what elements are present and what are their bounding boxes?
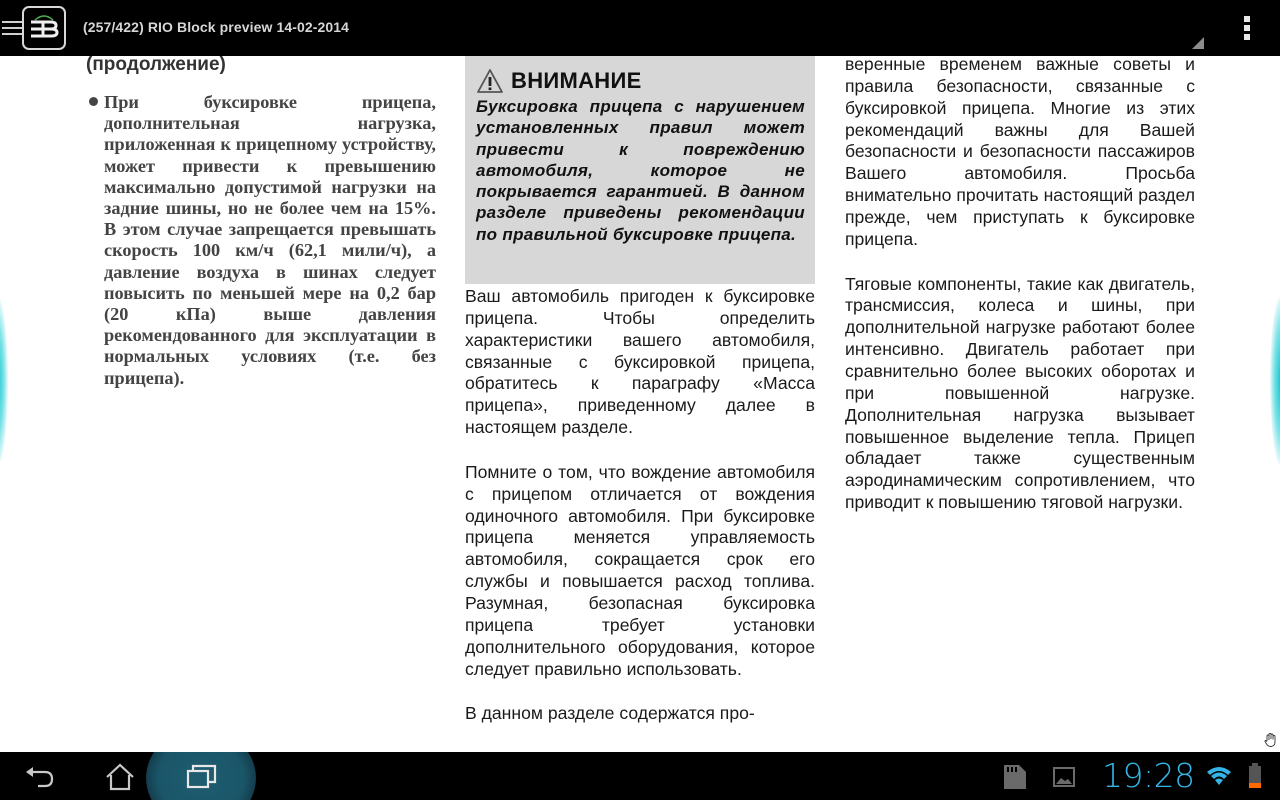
bullet-text: При буксировке прицепа, дополнительная нагрузка, приложенная к прицепному устройству, может привести к превышению максимально допустимой нагрузки на задние шины, но не более чем на 15%. В этом случае запрещается превышать скорость 100 км/ч (62,1 мили/ч), а давление воздуха в шинах следует повысить по меньшей мере на 0,2 бар (20 кПа) выше давления рекомендованного для эксплуатации в нормальных условиях (т.е. без прицепа).: [104, 92, 436, 388]
paragraph: веренные временем важные советы и правила безопасности, связанные с буксировкой прицепа. Многие из этих рекомендаций важны для Вашей безопасности и безопасности пассажиров Вашего автомобиля. Просьба внимательно прочитать настоящий раздел прежде, чем приступать к буксировке прицепа.: [845, 56, 1195, 249]
paragraph: В данном разделе содержатся про-: [465, 703, 755, 724]
column-middle: [465, 286, 815, 725]
system-bar: [0, 752, 1280, 800]
sd-card-icon: [1003, 764, 1027, 790]
pan-hand-icon: [1264, 732, 1278, 748]
paragraph: Тяговые компоненты, такие как двигатель, трансмиссия, колеса и шины, при дополнительной нагрузке работают более интенсивно. Двигатель работает при сравнительно более высоких оборотах и при повышенной нагрузке. Дополнительная нагрузка вызывает повышенное выделение тепла. Прицеп обладает также существенным аэродинамическим сопротивлением, что приводит к повышению тяговой нагрузки.: [845, 273, 1195, 513]
warning-title: ВНИМАНИЕ: [511, 68, 642, 93]
recent-apps-icon[interactable]: [182, 760, 222, 792]
overscroll-glow-left: [0, 296, 8, 466]
warning-triangle-icon: [476, 68, 504, 94]
warning-header: [476, 66, 805, 96]
warning-box: [465, 56, 815, 284]
column-left: [86, 56, 436, 389]
wifi-icon: [1206, 765, 1232, 787]
column-right: [845, 56, 1195, 514]
document-page[interactable]: [0, 56, 1280, 752]
paragraph: Помните о том, что вождение автомобиля с прицепом отличается от вождения одиночного автомобиля. При буксировке прицепа меняется управляемость автомобиля, сокращается срок его службы и повышается расход топлива. Разумная, безопасная буксировка прицепа требует установки дополнительного оборудования, которое следует правильно использовать.: [465, 461, 815, 679]
app-logo-icon[interactable]: [22, 6, 66, 50]
bullet-item: [86, 92, 436, 389]
overflow-menu-icon[interactable]: [1244, 16, 1252, 41]
home-icon[interactable]: [100, 760, 140, 792]
section-heading: (продолжение): [86, 56, 226, 75]
image-icon: [1053, 767, 1075, 787]
battery-low-icon: [1248, 763, 1262, 789]
document-title: (257/422) RIO Block preview 14-02-2014: [83, 19, 350, 35]
resize-corner-icon: [1192, 37, 1204, 49]
clock[interactable]: 19:28: [1102, 756, 1195, 795]
overscroll-glow-right: [1270, 296, 1280, 466]
warning-text: Буксировка прицепа с нарушением установленных правил может привести к повреждению автомобиля, которое не покрывается гарантией. В данном разделе приведены рекомендации по правильной буксировке прицепа.: [476, 97, 805, 244]
back-icon[interactable]: [20, 760, 60, 792]
action-bar: [0, 0, 1280, 56]
paragraph: Ваш автомобиль пригоден к буксировке прицепа. Чтобы определить характеристики вашего автомобиля, связанные с буксировкой прицепа, обратитесь к параграфу «Масса прицепа», приведенному далее в настоящем разделе.: [465, 286, 815, 438]
bullet-dot-icon: [89, 97, 98, 106]
menu-lines-icon[interactable]: [2, 21, 22, 35]
